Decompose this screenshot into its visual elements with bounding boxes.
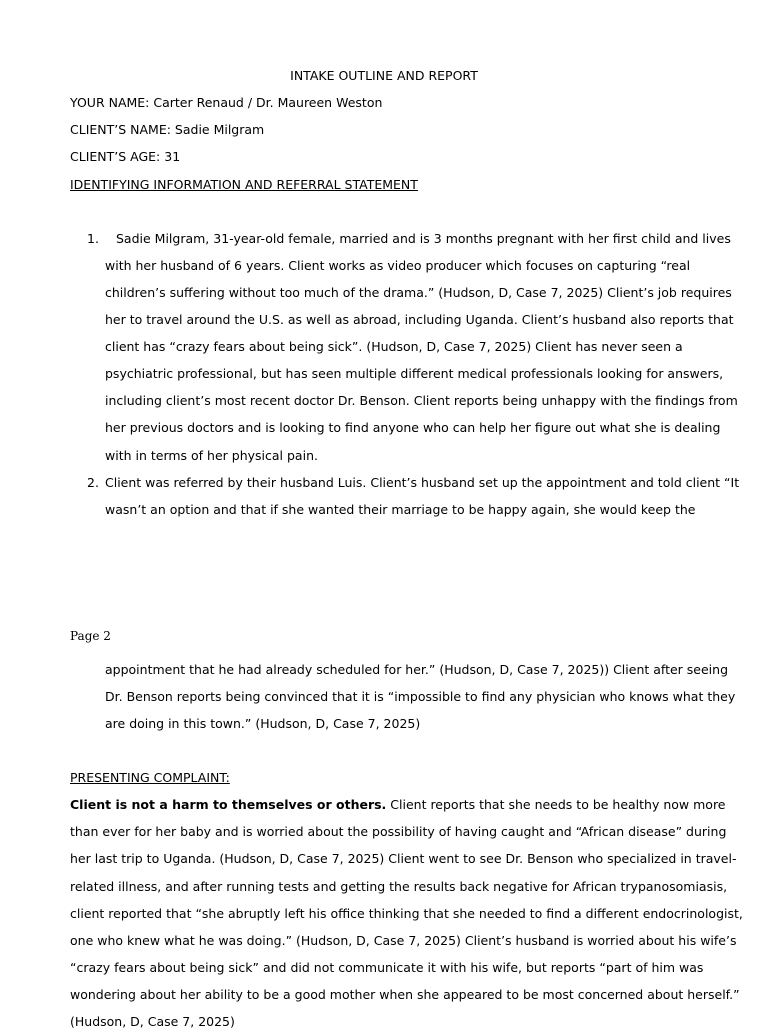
item-1-line: including client’s most recent doctor Dr. Benson. Client reports being unhappy with the findings from	[105, 393, 738, 408]
identifying-info-heading: IDENTIFYING INFORMATION AND REFERRAL STATEMENT	[70, 177, 418, 192]
client-age-field: CLIENT’S AGE: 31	[70, 149, 181, 164]
complaint-line: client reported that “she abruptly left his office thinking that she needed to find a different endocrinologist,	[70, 906, 743, 921]
item-1-line: her to travel around the U.S. as well as abroad, including Uganda. Client’s husband also reports that	[105, 312, 734, 327]
item-2-continued-line: Dr. Benson reports being convinced that it is “impossible to find any physician who knows what they	[105, 689, 736, 704]
item-1-line: children’s suffering without too much of the drama.” (Hudson, D, Case 7, 2025) Client’s job requires	[105, 285, 732, 300]
page-label: Page 2	[70, 629, 111, 643]
complaint-line: her last trip to Uganda. (Hudson, D, Case 7, 2025) Client went to see Dr. Benson who specialized in travel-	[70, 851, 737, 866]
item-1-line: psychiatric professional, but has seen multiple different medical professionals looking for answers,	[105, 366, 724, 381]
item-1-line: her previous doctors and is looking to find anyone who can help her figure out what she is dealing	[105, 420, 721, 435]
complaint-first-line-rest: Client reports that she needs to be healthy now more	[386, 797, 726, 812]
item-1-line: Sadie Milgram, 31-year-old female, married and is 3 months pregnant with her first child and lives	[116, 231, 731, 246]
your-name-field: YOUR NAME: Carter Renaud / Dr. Maureen Weston	[70, 95, 383, 110]
complaint-line: (Hudson, D, Case 7, 2025)	[70, 1014, 235, 1029]
complaint-first-line	[70, 791, 726, 818]
document-title: INTAKE OUTLINE AND REPORT	[290, 68, 478, 83]
item-2-number: 2.	[87, 475, 99, 490]
complaint-line: wondering about her ability to be a good mother when she appeared to be most concerned about herself.”	[70, 987, 740, 1002]
item-2-continued-line: appointment that he had already scheduled for her.” (Hudson, D, Case 7, 2025)) Client after seeing	[105, 662, 729, 677]
item-2-continued-line: are doing in this town.” (Hudson, D, Case 7, 2025)	[105, 716, 421, 731]
complaint-line: than ever for her baby and is worried about the possibility of having caught and “African disease” during	[70, 824, 727, 839]
item-1-line: client has “crazy fears about being sick”. (Hudson, D, Case 7, 2025) Client has never seen a	[105, 339, 683, 354]
complaint-line: “crazy fears about being sick” and did not communicate it with his wife, but reports “part of him was	[70, 960, 704, 975]
complaint-line: one who knew what he was doing.” (Hudson, D, Case 7, 2025) Client’s husband is worried about his wife’s	[70, 933, 737, 948]
item-1-line: with her husband of 6 years. Client works as video producer which focuses on capturing “real	[105, 258, 691, 273]
complaint-bold-lead: Client is not a harm to themselves or others.	[70, 797, 387, 812]
presenting-complaint-heading: PRESENTING COMPLAINT:	[70, 770, 230, 785]
complaint-line: related illness, and after running tests and getting the results back negative for African trypanosomiasis,	[70, 879, 728, 894]
item-2-line: Client was referred by their husband Luis. Client’s husband set up the appointment and told client “It	[105, 475, 740, 490]
item-2-line: wasn’t an option and that if she wanted their marriage to be happy again, she would keep the	[105, 502, 696, 517]
client-name-field: CLIENT’S NAME: Sadie Milgram	[70, 122, 265, 137]
item-1-number: 1.	[87, 231, 99, 246]
item-1-line: with in terms of her physical pain.	[105, 448, 318, 463]
